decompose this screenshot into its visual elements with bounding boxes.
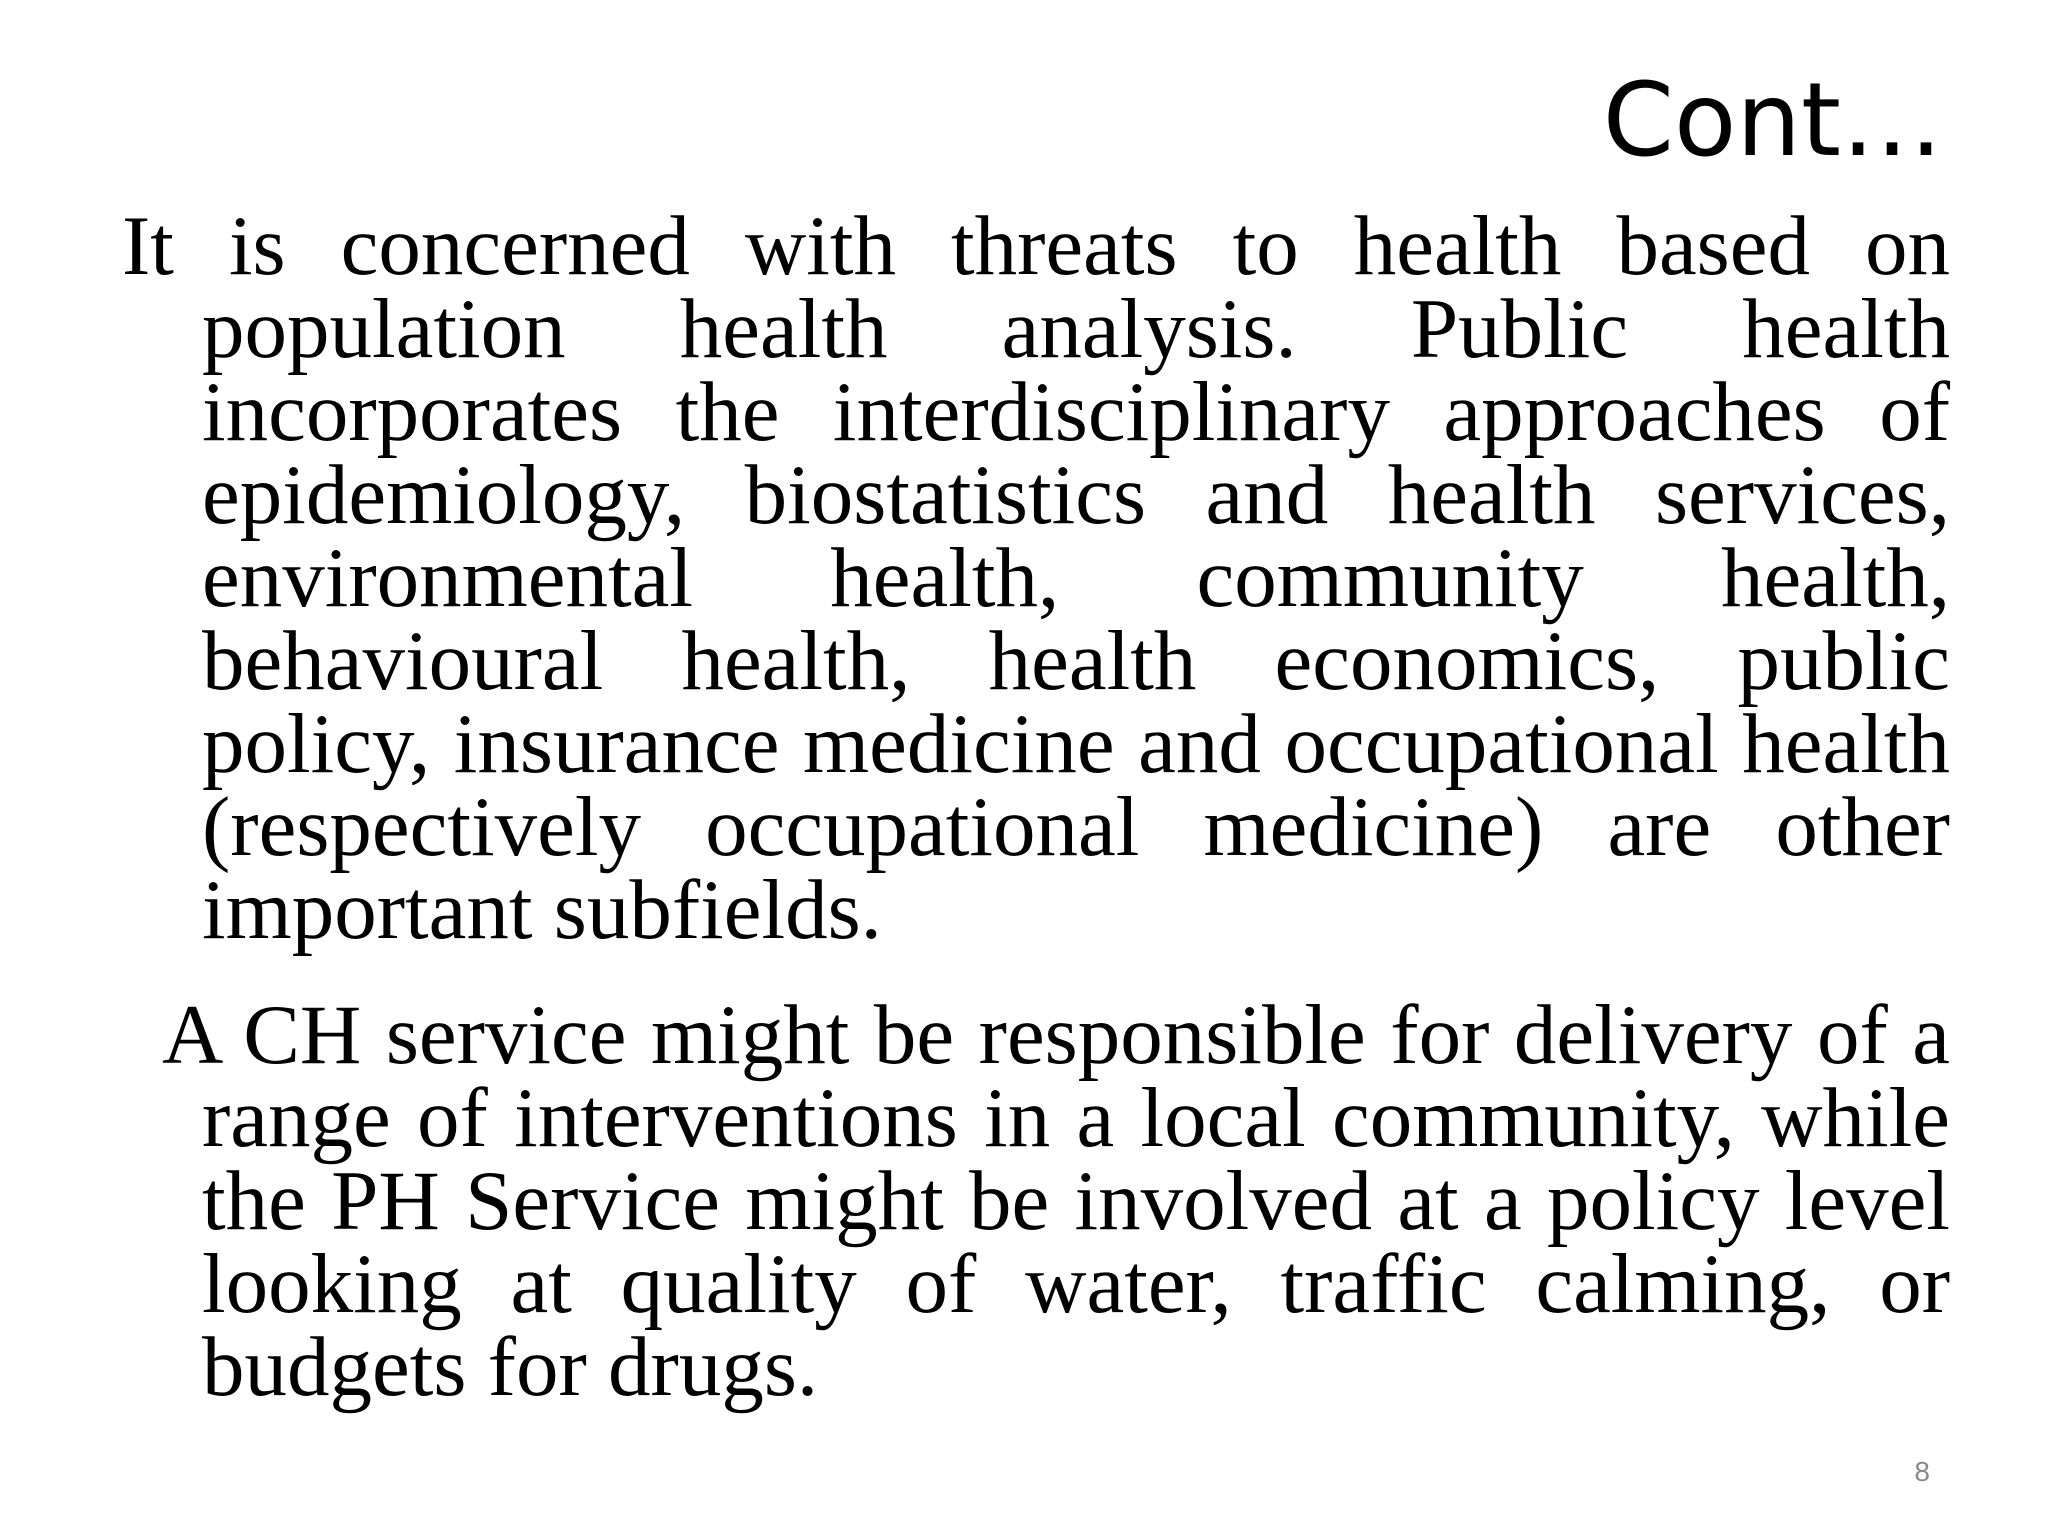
slide-body: [122, 199, 1950, 1414]
slide-title: Cont…: [1602, 61, 1943, 180]
page-number: 8: [1914, 1456, 1930, 1487]
paragraph-public-health-subfields: It is concerned with threats to health based on population health analysis. Public health incorporates the interdisciplinary approaches of epidemiology, biostatistics and health services, environmental health, community health, behavioural health, health economics, public policy, insurance medicine and occupational health (respectively occupational medicine) are other important subfields.: [122, 199, 1950, 957]
paragraph-ch-vs-ph-service: A CH service might be responsible for delivery of a range of interventions in a local community, while the PH Service might be involved at a policy level looking at quality of water, traffic calming, or budgets for drugs.: [162, 988, 1950, 1414]
